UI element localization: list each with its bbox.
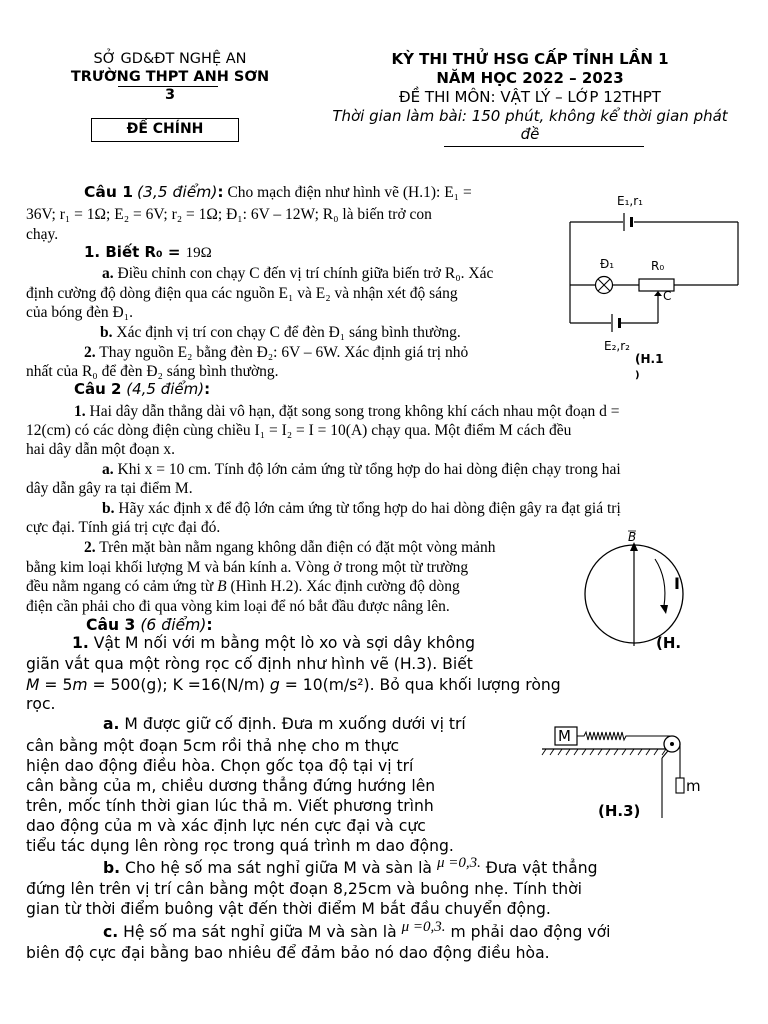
q2-p1-line3: hai dây dẫn một đoạn x.	[26, 441, 175, 458]
lamp-icon	[596, 277, 613, 294]
figure-h3-pulley	[538, 718, 763, 826]
q2-p1-line2: 12(cm) có các dòng điện cùng chiều I₁ = I₂ = I = 10(A) chạy qua. Một điểm M cách đều	[26, 422, 572, 439]
q2-p2-text3b: (Hình H.2). Xác định cường độ dòng	[226, 578, 460, 595]
current-arrow-icon	[660, 605, 668, 614]
q3-p1-line2: giãn vắt qua một ròng rọc cố định như hình vẽ (H.3). Biết	[26, 655, 473, 673]
q3-a-line2: cân bằng một đoạn 5cm rồi thả nhẹ cho m thực	[26, 737, 400, 755]
q1-part2-line2: nhất của R₀ để đèn Đ₂ sáng bình thường.	[26, 363, 279, 380]
q2-title: Câu 2	[74, 380, 122, 398]
figure-h2-ring	[576, 524, 716, 650]
label-r0: R₀	[651, 259, 665, 273]
label-e1: E₁,r₁	[617, 194, 643, 208]
q2-p2-text3a: đều nằm ngang có cảm ứng từ	[26, 578, 218, 595]
q2-p2-line3	[26, 577, 460, 596]
label-m: m	[686, 777, 701, 795]
q3-text-eq3: = 10(m/s²). Bỏ qua khối lượng ròng	[279, 676, 561, 694]
official-exam-box: ĐỀ CHÍNH	[91, 118, 239, 142]
caption-h3: (H.3)	[598, 802, 641, 820]
q3-text-eq2: = 500(g); K =16(N/m)	[87, 676, 270, 694]
q3-a-line4: cân bằng của m, chiều dương thẳng đứng hướng lên	[26, 777, 436, 795]
q3-a-line3: hiện dao động điều hòa. Chọn gốc tọa độ tại vị trí	[26, 757, 414, 775]
q2-p2-line1	[26, 538, 496, 557]
q3-p1-line1	[72, 633, 475, 653]
pulley-axle	[670, 742, 674, 746]
q2-title-line	[74, 380, 210, 399]
q3-c-text: Hệ số ma sát nghỉ giữa M và sàn là	[118, 923, 402, 941]
q3-var-M: M	[26, 676, 40, 694]
exam-title: KỲ THI THỬ HSG CẤP TỈNH LẦN 1	[391, 50, 669, 68]
caption-h1-paren: )	[635, 370, 640, 380]
q3-b-line3: gian từ thời điểm buông vật đến thời điểm M bắt đầu chuyển động.	[26, 900, 551, 918]
q3-var-m: m	[72, 676, 88, 694]
q3-text-eq1: = 5	[39, 676, 73, 694]
q1-title: Câu 1	[84, 183, 134, 201]
q1-line2: 36V; r₁ = 1Ω; E₂ = 6V; r₂ = 1Ω; Đ₁: 6V – 12W; R₀ là biến trở con	[26, 206, 432, 223]
q2-a-text: Khi x = 10 cm. Tính độ lớn cảm ứng từ tổng hợp do hai dòng điện chạy trong hai	[113, 461, 621, 478]
spring-coil	[577, 732, 630, 740]
q3-a-line1	[103, 714, 466, 734]
battery-e2-short-plate	[618, 318, 621, 328]
figure-h1-circuit	[562, 190, 752, 380]
q2-p1-line1	[26, 402, 620, 421]
q3-a-text: M được giữ cố định. Đưa m xuống dưới vị trí	[119, 715, 466, 733]
q2-p1-num: 1.	[74, 403, 86, 420]
q1-a-label: a.	[102, 265, 114, 282]
q1-a-line2: định cường độ dòng điện qua các nguồn E₁ và E₂ và nhận xét độ sáng	[26, 285, 458, 302]
label-lamp: Đ₁	[600, 257, 615, 271]
q1-part2-line1	[26, 343, 468, 362]
q2-a-line2: dây dẫn gây ra tại điểm M.	[26, 480, 193, 497]
q3-c-line1	[103, 919, 611, 943]
floor-hatching	[542, 749, 666, 755]
q1-part1-value: 19Ω	[185, 245, 212, 261]
label-M: M	[558, 727, 571, 745]
label-c: C	[663, 289, 672, 303]
q3-title: Câu 3	[86, 616, 136, 634]
current-arc	[655, 559, 665, 606]
q2-b-line2: cực đại. Tính giá trị cực đại đó.	[26, 519, 221, 536]
q1-part2-text: Thay nguồn E₂ bằng đèn Đ₂: 6V – 6W. Xác định giá trị nhỏ	[95, 344, 469, 361]
q1-part2-num: 2.	[84, 344, 96, 361]
q1-part1-num: 1.	[84, 243, 101, 261]
q1-b-text: Xác định vị trí con chạy C để đèn Đ₁ sáng bình thường.	[112, 324, 461, 341]
header-right-rule	[444, 146, 644, 147]
school-name: TRƯỜNG THPT ANH SƠN	[70, 69, 270, 85]
q2-a-label: a.	[102, 461, 114, 478]
mass-m	[676, 778, 684, 793]
label-i: I	[674, 574, 680, 593]
q2-b-line1	[26, 499, 621, 518]
q2-b-label: b.	[102, 500, 115, 517]
q2-colon: :	[204, 380, 211, 398]
battery-e1-short-plate	[630, 217, 633, 227]
header-right	[300, 50, 760, 142]
q3-p1-text: Vật M nối với m bằng một lò xo và sợi dây không	[88, 634, 476, 652]
q3-b-text2: Đưa vật thẳng	[480, 859, 598, 877]
slider-arrow-icon	[654, 291, 662, 296]
label-e2: E₂,r₂	[604, 339, 630, 353]
q3-p1-line4: rọc.	[26, 695, 56, 713]
q3-c-label: c.	[103, 923, 119, 941]
q3-c-mu: μ =0,3.	[401, 919, 446, 935]
q2-p1-text: Hai dây dẫn thẳng dài vô hạn, đặt song song trong không khí cách nhau một đoạn d =	[85, 403, 620, 420]
q3-colon: :	[206, 616, 213, 634]
q1-intro: Cho mạch điện như hình vẽ (H.1): E₁ =	[223, 184, 472, 201]
q1-b-label: b.	[100, 324, 113, 341]
school-year: NĂM HỌC 2022 – 2023	[436, 69, 624, 87]
q1-a-line1	[26, 264, 493, 283]
q3-a-line7: tiểu tác dụng lên ròng rọc trong quá trình m dao động.	[26, 837, 454, 855]
caption-h2: (H.	[656, 634, 682, 650]
q2-p2-num: 2.	[84, 539, 96, 556]
q1-part1	[84, 243, 212, 263]
caption-h1: (H.1	[635, 352, 664, 366]
q3-c-line2: biên độ cực đại bằng bao nhiêu để đảm bảo nó dao động điều hòa.	[26, 944, 550, 962]
q3-b-text: Cho hệ số ma sát nghỉ giữa M và sàn là	[120, 859, 437, 877]
q3-var-g: g	[269, 676, 280, 694]
q3-b-label: b.	[103, 859, 121, 877]
q1-a-line3: của bóng đèn Đ₁.	[26, 304, 133, 321]
q3-title-line	[86, 615, 213, 635]
header-left	[40, 50, 300, 104]
q1-points: (3,5 điểm)	[136, 183, 218, 201]
q3-c-text2: m phải dao động với	[445, 923, 611, 941]
vector-b-symbol: B	[217, 578, 227, 595]
q3-a-label: a.	[103, 715, 120, 733]
header-underline	[118, 86, 218, 87]
q3-points: (6 điểm)	[140, 616, 207, 634]
q2-a-line1	[26, 460, 621, 479]
q1-line1	[26, 183, 472, 202]
q3-p1-num: 1.	[72, 634, 89, 652]
q3-b-mu: μ =0,3.	[436, 855, 481, 871]
q1-part1-text: Biết R₀ =	[100, 243, 186, 261]
exam-time-line2: đề	[520, 125, 540, 143]
label-b: B	[628, 530, 637, 544]
q1-a-text: Điều chỉnh con chạy C đến vị trí chính giữa biến trở R₀. Xác	[113, 265, 494, 282]
q2-p2-line2: bằng kim loại khối lượng M và bán kính a. Vòng ở trong một từ trường	[26, 559, 469, 576]
q1-line3: chạy.	[26, 226, 59, 243]
q3-a-line5: trên, mốc tính thời gian lúc thả m. Viết phương trình	[26, 797, 434, 815]
q2-points: (4,5 điểm)	[126, 380, 205, 398]
dept-name: SỞ GD&ĐT NGHỆ AN	[93, 51, 247, 67]
q3-a-line6: dao động của m và xác định lực nén cực đại và cực	[26, 817, 426, 835]
q2-p2-text: Trên mặt bàn nằm ngang không dẫn điện có đặt một vòng mảnh	[95, 539, 496, 556]
q2-b-text: Hãy xác định x để độ lớn cảm ứng từ tổng hợp do hai dòng điện gây ra đạt giá trị	[114, 500, 621, 517]
q1-b-line	[26, 323, 461, 342]
school-name-line2: 3	[164, 87, 176, 103]
q3-p1-line3	[26, 675, 561, 695]
q3-b-line2: đứng lên trên vị trí cân bằng một đoạn 8,25cm và buông nhẹ. Tính thời	[26, 880, 582, 898]
exam-subject: ĐỀ THI MÔN: VẬT LÝ – LỚP 12THPT	[399, 88, 661, 106]
exam-time: Thời gian làm bài: 150 phút, không kể thời gian phát	[332, 107, 728, 125]
q3-b-line1	[103, 855, 598, 879]
q2-p2-line4: điện cần phải cho đi qua vòng kim loại để nó bắt đầu được nâng lên.	[26, 598, 450, 615]
q1-colon: :	[217, 183, 224, 201]
